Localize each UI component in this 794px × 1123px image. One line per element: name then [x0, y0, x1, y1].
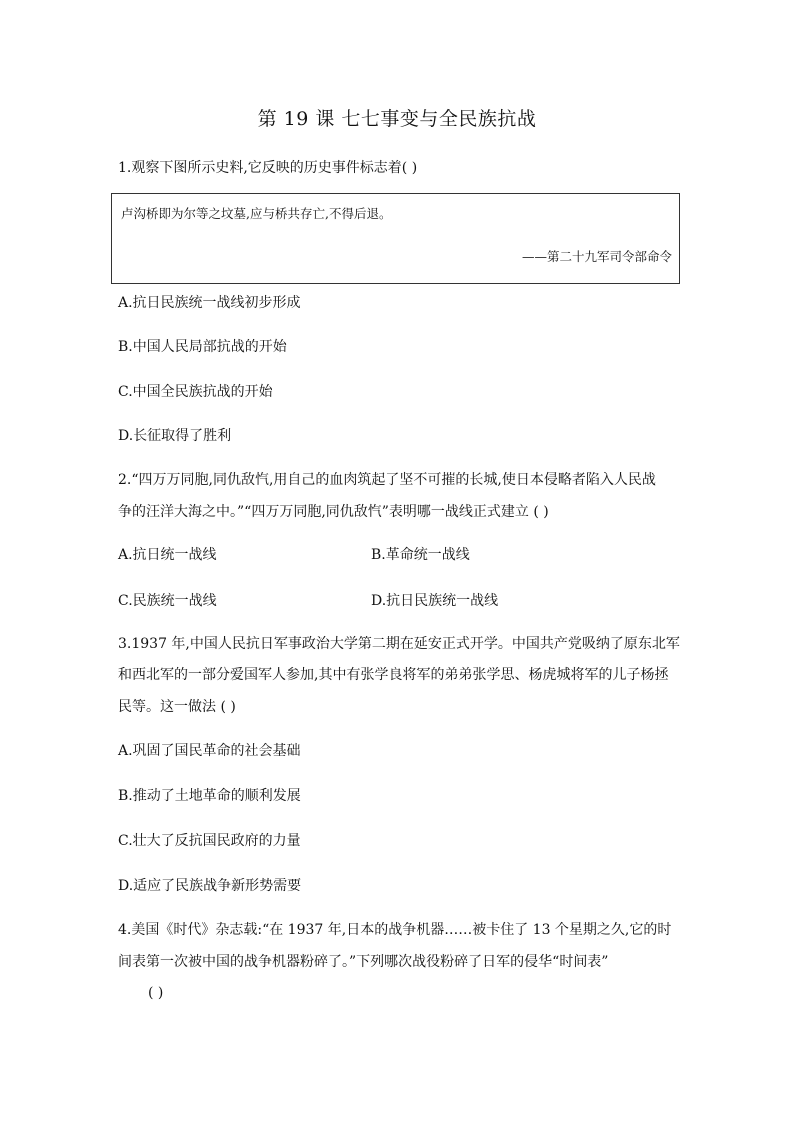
question-2-option-d: D.抗日民族统一战线 — [371, 593, 499, 609]
question-4-stem-line-2: 间表第一次被中国的战争机器粉碎了。”下列哪次战役粉碎了日军的侵华“时间表” — [118, 954, 609, 970]
source-quote-text: 卢沟桥即为尔等之坟墓,应与桥共存亡,不得后退。 — [121, 206, 392, 221]
question-3-stem-line-2: 和西北军的一部分爱国军人参加,其中有张学良将军的弟弟张学思、杨虎城将军的儿子杨拯 — [118, 667, 669, 683]
question-4-answer-bracket: ( ) — [148, 985, 164, 1001]
question-1-stem: 1.观察下图所示史料,它反映的历史事件标志着( ) — [118, 160, 418, 176]
question-3-option-d: D.适应了民族战争新形势需要 — [118, 878, 302, 894]
question-3-option-a: A.巩固了国民革命的社会基础 — [118, 743, 301, 759]
question-2-option-c: C.民族统一战线 — [118, 593, 217, 609]
question-3-stem-line-3: 民等。这一做法 ( ) — [118, 699, 236, 715]
question-3-option-b: B.推动了土地革命的顺利发展 — [118, 788, 301, 804]
question-1-option-a: A.抗日民族统一战线初步形成 — [118, 295, 301, 311]
question-2-stem-line-1: 2.“四万万同胞,同仇敌忾,用自己的血肉筑起了坚不可摧的长城,使日本侵略者陷入人民战 — [118, 472, 656, 488]
source-quote-attribution: ——第二十九军司令部命令 — [521, 249, 672, 264]
source-quote-box — [111, 193, 680, 284]
question-3-stem-line-1: 3.1937 年,中国人民抗日军事政治大学第二期在延安正式开学。中国共产党吸纳了原东北军 — [118, 636, 680, 652]
question-4-stem-line-1: 4.美国《时代》杂志载:“在 1937 年,日本的战争机器……被卡住了 13 个星期之久,它的时 — [118, 922, 672, 938]
question-1-option-b: B.中国人民局部抗战的开始 — [118, 339, 287, 355]
question-2-option-a: A.抗日统一战线 — [118, 547, 217, 563]
question-2-option-b: B.革命统一战线 — [371, 547, 470, 563]
question-1-option-c: C.中国全民族抗战的开始 — [118, 384, 273, 400]
question-3-option-c: C.壮大了反抗国民政府的力量 — [118, 833, 301, 849]
question-1-option-d: D.长征取得了胜利 — [118, 428, 232, 444]
question-2-stem-line-2: 争的汪洋大海之中。”“四万万同胞,同仇敌忾”表明哪一战线正式建立 ( ) — [118, 504, 549, 520]
page-title: 第 19 课 七七事变与全民族抗战 — [257, 108, 537, 130]
